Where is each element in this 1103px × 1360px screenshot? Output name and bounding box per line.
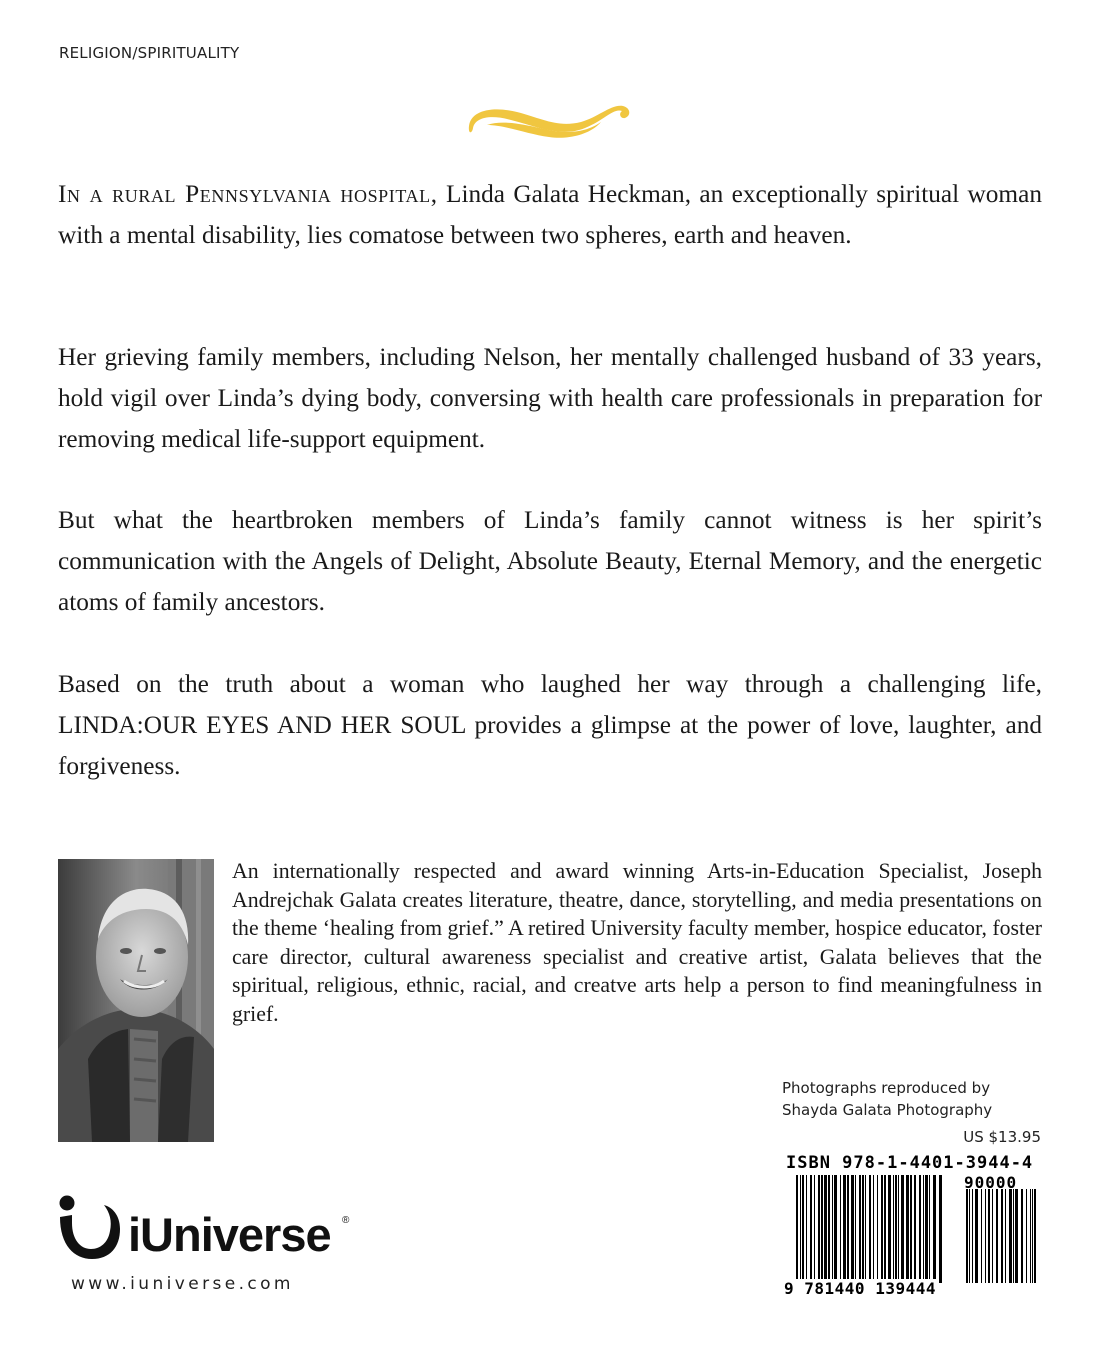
barcode-bar — [1021, 1189, 1023, 1283]
author-photo — [58, 859, 214, 1142]
description-paragraph-3: But what the heartbroken members of Linda’s family cannot witness is her spirit’s communication with the Angels of Delight, Absolute Beauty, Eternal Memory, and the energetic atoms of family ancestors. — [58, 506, 1042, 616]
barcode-bar — [821, 1175, 823, 1283]
barcode-bar — [969, 1189, 970, 1283]
barcode-bar — [862, 1175, 864, 1283]
barcode-bar — [1030, 1189, 1031, 1283]
barcode-bar — [985, 1189, 986, 1283]
barcode-bar — [834, 1175, 837, 1283]
description-paragraph-2: Her grieving family members, including Nelson, her mentally challenged husband of 33 years, hold vigil over Linda’s dying body, conversing with health care professionals in preparation for removing medical life-support equipment. — [58, 343, 1042, 453]
barcode-bar — [806, 1175, 807, 1283]
barcode-bar — [966, 1189, 968, 1283]
addon-code: 90000 — [964, 1173, 1018, 1192]
isbn-text: ISBN 978-1-4401-3944-4 — [786, 1153, 1034, 1173]
barcode-bar — [814, 1175, 815, 1283]
publisher-name: iUniverse — [128, 1208, 331, 1261]
barcode-bar — [898, 1175, 899, 1283]
barcode-bar — [873, 1175, 874, 1283]
barcode-bar — [802, 1175, 804, 1283]
barcode-bar — [910, 1175, 912, 1283]
barcode-bar — [1005, 1189, 1006, 1283]
barcode-bar — [832, 1175, 833, 1283]
svg-text:®: ® — [342, 1215, 350, 1226]
barcode-bar — [972, 1189, 973, 1283]
photo-credit-line-1: Photographs reproduced by — [782, 1079, 991, 1097]
author-bio: An internationally respected and award winning Arts-in-Education Specialist, Joseph Andrejchak Galata creates literature, theatre, dance, storytelling, and media presentations on the theme ‘healing from grief.” A retired University faculty member, hospice educator, foster care director, cultural awareness specialist and creative artist, Galata believes that the spiritual, religious, ethnic, racial, and creatve arts help a person to find meaningfulness in grief. — [232, 859, 1042, 1026]
description-paragraph-1-text: Linda Galata Heckman, an exceptionally spiritual woman with a mental disability, lies comatose between two spheres, earth and heaven. — [58, 180, 1042, 249]
barcode-bar — [895, 1175, 897, 1283]
barcode-bar — [818, 1175, 820, 1283]
barcode-bar — [906, 1175, 909, 1283]
barcode-bar — [988, 1189, 990, 1283]
barcode-bar — [996, 1189, 998, 1283]
barcode-bar — [810, 1175, 812, 1283]
description-lead-in: In a rural Pennsylvania hospital, — [58, 180, 438, 208]
barcode-bar — [796, 1175, 798, 1283]
barcode-bar — [888, 1175, 891, 1283]
barcode-bar — [925, 1175, 928, 1283]
photo-credit-line-2: Shayda Galata Photography — [782, 1101, 993, 1119]
barcode-bar — [865, 1175, 866, 1283]
barcode-bar — [1009, 1189, 1012, 1283]
description-paragraph-4: Based on the truth about a woman who laughed her way through a challenging life, LINDA:OUR EYES AND HER SOUL provides a glimpse at the power of love, laughter, and forgiveness. — [58, 670, 1042, 780]
barcode-bar — [884, 1175, 886, 1283]
iuniverse-logo-icon — [58, 1193, 358, 1265]
barcode-bar — [933, 1175, 936, 1283]
barcode-bar — [992, 1189, 993, 1283]
barcode-bar — [843, 1175, 846, 1283]
barcode-bar — [1001, 1189, 1003, 1283]
barcode-bar — [919, 1175, 921, 1283]
publisher-url: www.iuniverse.com — [71, 1274, 294, 1294]
barcode-bar — [828, 1175, 830, 1283]
category-label: RELIGION/SPIRITUALITY — [59, 44, 240, 62]
barcode-bar — [1032, 1189, 1033, 1283]
barcode-bar — [881, 1175, 883, 1283]
barcode-bar — [981, 1189, 982, 1283]
barcode-bar — [847, 1175, 849, 1283]
barcode-bar — [800, 1175, 801, 1283]
barcode-bar — [939, 1175, 942, 1283]
barcode-bar — [1026, 1189, 1027, 1283]
barcode-bar — [855, 1175, 856, 1283]
barcode-bar — [869, 1175, 871, 1283]
barcode-bar — [901, 1175, 904, 1283]
ean-number: 9 781440 139444 — [784, 1279, 936, 1298]
barcode-bar — [923, 1175, 924, 1283]
photo-credit — [782, 1077, 992, 1121]
barcode-bar — [1034, 1189, 1036, 1283]
barcode-bar — [1013, 1189, 1014, 1283]
barcode-bar — [975, 1189, 978, 1283]
barcode-bar — [914, 1175, 916, 1283]
ornament-flourish-icon — [465, 92, 633, 142]
description-paragraph-1 — [58, 174, 1042, 256]
barcode-bar — [929, 1175, 930, 1283]
barcode-bar — [859, 1175, 861, 1283]
price-label: US $13.95 — [963, 1128, 1041, 1146]
barcode-bar — [877, 1175, 878, 1283]
publisher-logo — [58, 1193, 358, 1265]
barcode-bar — [840, 1175, 841, 1283]
barcode-bar — [1015, 1189, 1018, 1283]
barcode-bar — [824, 1175, 827, 1283]
isbn-barcode — [786, 1153, 1042, 1303]
barcode-bar — [893, 1175, 894, 1283]
barcode-bar — [851, 1175, 854, 1283]
